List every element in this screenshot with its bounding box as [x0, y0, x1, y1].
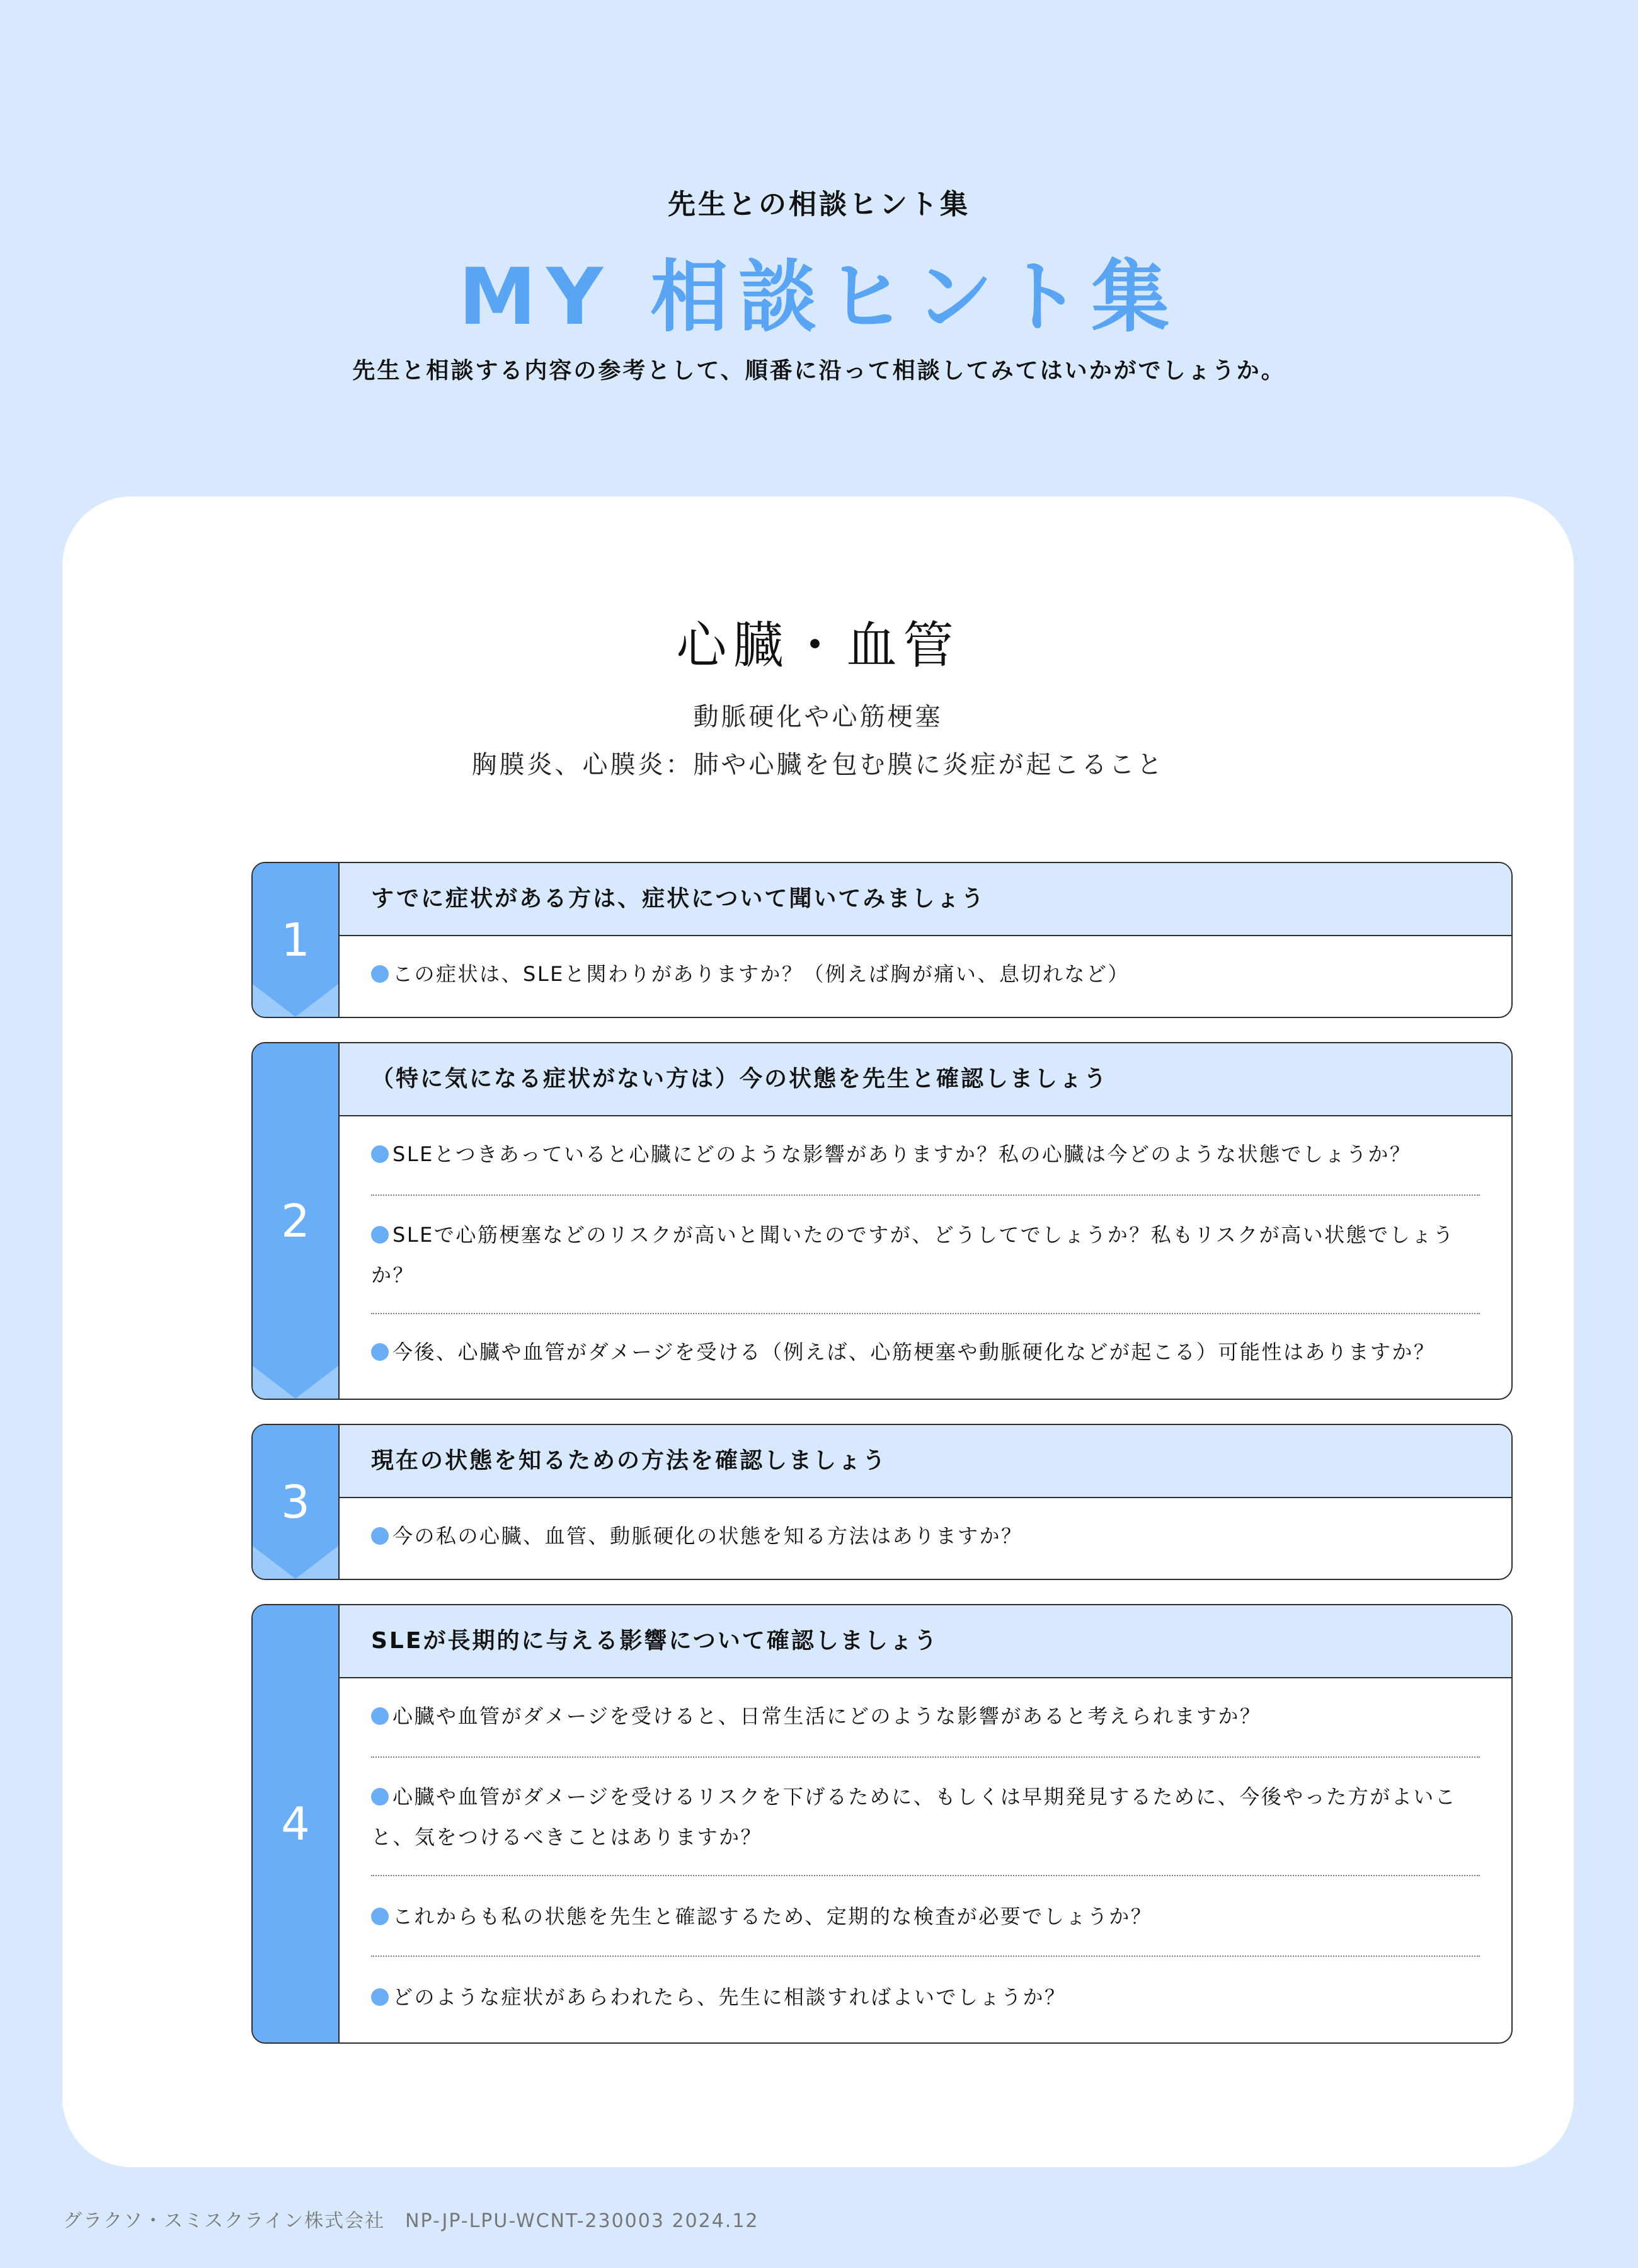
question-item — [371, 1215, 1480, 1295]
pre-title: 先生との相談ヒント集 — [668, 188, 970, 220]
bullet-dot-icon — [371, 1988, 389, 2006]
bullet-dot-icon — [371, 1226, 389, 1244]
bullet-dot-icon — [371, 1527, 389, 1545]
question-item — [371, 1516, 1480, 1556]
step-heading: すでに症状がある方は、症状について聞いてみましょう — [340, 863, 1511, 936]
step-number: 1 — [281, 914, 310, 966]
content-card — [62, 496, 1574, 2167]
step-3 — [251, 1424, 1513, 1580]
dotted-divider — [371, 1875, 1480, 1876]
dotted-divider — [371, 1756, 1480, 1758]
step-body — [340, 863, 1511, 1017]
lead-text: 先生と相談する内容の参考として、順番に沿って相談してみてはいかがでしょうか。 — [352, 358, 1286, 384]
step-number: 4 — [281, 1797, 310, 1850]
step-heading: （特に気になる症状がない方は）今の状態を先生と確認しましょう — [340, 1043, 1511, 1116]
step-number: 3 — [281, 1475, 310, 1528]
question-text: 今後、心臓や血管がダメージを受ける（例えば、心筋梗塞や動脈硬化などが起こる）可能性はありますか？ — [392, 1340, 1436, 1364]
section-title: 心臓・血管 — [676, 616, 960, 675]
bullet-dot-icon — [371, 1707, 389, 1725]
question-text: SLEとつきあっていると心臓にどのような影響がありますか？私の心臓は今どのような状態でしょうか？ — [392, 1142, 1412, 1166]
step-1 — [251, 862, 1513, 1018]
question-text: この症状は、SLEと関わりがありますか？（例えば胸が痛い、息切れなど） — [392, 962, 1130, 986]
question-item — [371, 1332, 1480, 1372]
question-text: SLEで心筋梗塞などのリスクが高いと聞いたのですが、どうしてでしょうか？私もリスクが高い状態でしょうか？ — [371, 1223, 1455, 1287]
step-number-block — [253, 1605, 340, 2042]
question-text: 今の私の心臓、血管、動脈硬化の状態を知る方法はありますか？ — [392, 1524, 1023, 1548]
question-item — [371, 954, 1480, 994]
step-4 — [251, 1604, 1513, 2044]
question-text: どのような症状があらわれたら、先生に相談すればよいでしょうか？ — [392, 1985, 1067, 2009]
step-number-block — [253, 1425, 340, 1579]
section-subtitle-1: 動脈硬化や心筋梗塞 — [693, 702, 943, 731]
page-header — [0, 0, 1638, 441]
question-item — [371, 1896, 1480, 1937]
step-heading: 現在の状態を知るための方法を確認しましょう — [340, 1425, 1511, 1498]
step-heading: SLEが長期的に与える影響について確認しましょう — [340, 1605, 1511, 1678]
question-item — [371, 1134, 1480, 1174]
bullet-dot-icon — [371, 965, 389, 983]
question-text: 心臓や血管がダメージを受けると、日常生活にどのような影響があると考えられますか？ — [392, 1704, 1262, 1728]
step-number-block — [253, 863, 340, 1017]
chevron-down-icon — [253, 984, 338, 1017]
question-item — [371, 1777, 1480, 1857]
bullet-dot-icon — [371, 1788, 389, 1806]
bullet-dot-icon — [371, 1908, 389, 1925]
question-text: 心臓や血管がダメージを受けるリスクを下げるために、もしくは早期発見するために、今後やった方がよいこと、気をつけるべきことはありますか？ — [371, 1785, 1457, 1849]
step-number: 2 — [281, 1194, 310, 1247]
chevron-down-icon — [253, 1546, 338, 1579]
question-item — [371, 1696, 1480, 1736]
step-number-block — [253, 1043, 340, 1399]
step-body — [340, 1043, 1511, 1399]
question-item — [371, 1977, 1480, 2017]
page-title: MY 相談ヒント集 — [458, 252, 1180, 343]
bullet-dot-icon — [371, 1145, 389, 1163]
step-body — [340, 1605, 1511, 2042]
dotted-divider — [371, 1194, 1480, 1196]
section-subtitle-2: 胸膜炎、心膜炎：肺や心臓を包む膜に炎症が起こること — [471, 750, 1165, 779]
footer-credit: グラクソ・スミスクライン株式会社 NP-JP-LPU-WCNT-230003 2024.12 — [63, 2210, 759, 2232]
question-text: これからも私の状態を先生と確認するため、定期的な検査が必要でしょうか？ — [392, 1904, 1153, 1928]
bullet-dot-icon — [371, 1343, 389, 1361]
dotted-divider — [371, 1956, 1480, 1957]
chevron-down-icon — [253, 1366, 338, 1399]
dotted-divider — [371, 1313, 1480, 1314]
step-body — [340, 1425, 1511, 1579]
step-2 — [251, 1042, 1513, 1400]
